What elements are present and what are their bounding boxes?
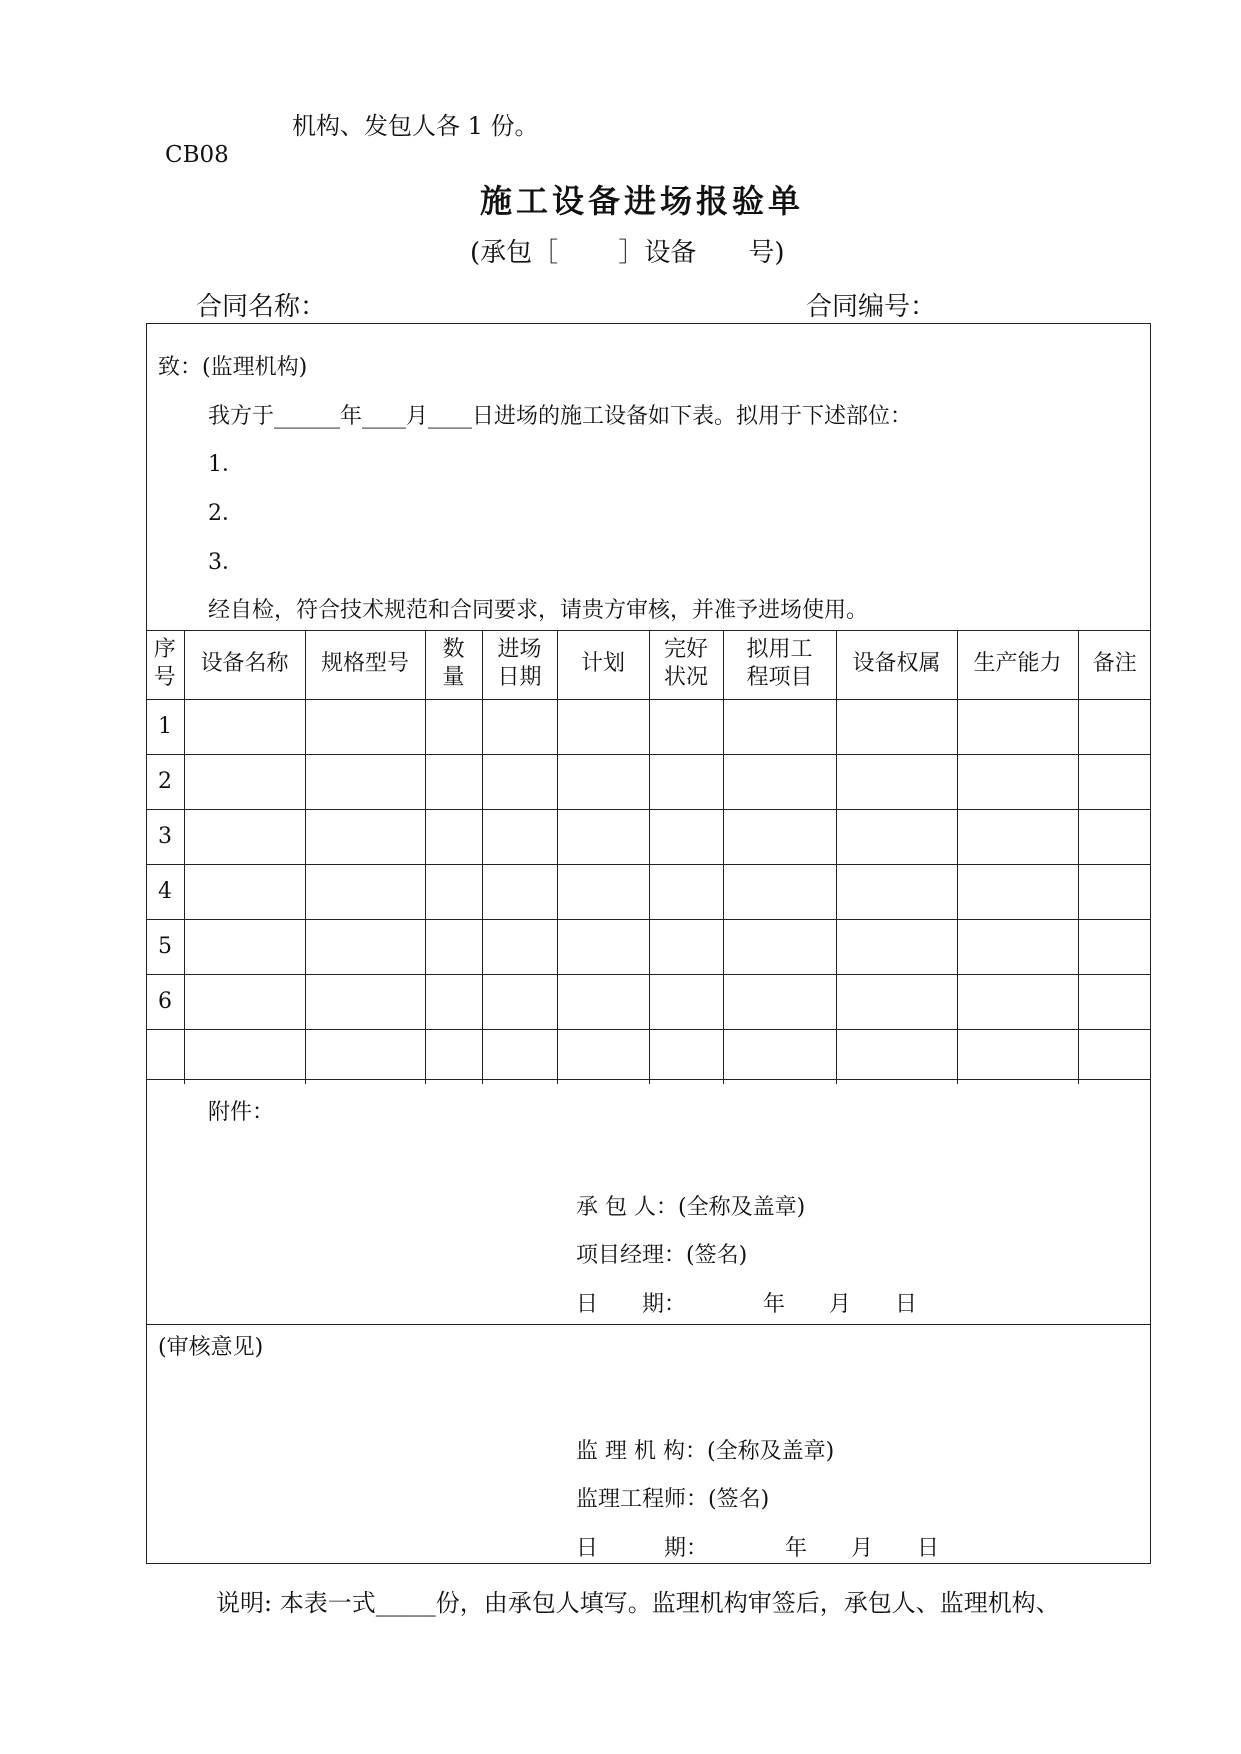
row-number: 5 xyxy=(146,919,184,974)
table-cell[interactable] xyxy=(957,919,1078,974)
table-cell[interactable] xyxy=(305,809,425,864)
header-text: 程项目 xyxy=(746,665,813,691)
table-header-cell xyxy=(957,630,1078,699)
table-header-cell xyxy=(305,630,425,699)
row-number: 3 xyxy=(146,809,184,864)
table-cell[interactable] xyxy=(557,1029,649,1084)
supervisor-org-label: 监 理 机 构：(全称及盖章) xyxy=(576,1439,835,1464)
table-cell[interactable] xyxy=(649,974,723,1029)
table-header-row xyxy=(146,630,1151,699)
table-cell[interactable] xyxy=(184,919,305,974)
table-row xyxy=(146,754,1151,809)
header-text: 进场 xyxy=(497,637,542,663)
table-cell[interactable] xyxy=(482,1029,557,1084)
header-text: 计划 xyxy=(580,651,625,677)
table-cell[interactable] xyxy=(836,974,957,1029)
header-text: 序 xyxy=(153,637,176,663)
table-cell[interactable] xyxy=(836,809,957,864)
table-cell[interactable] xyxy=(1078,864,1151,919)
table-header-cell xyxy=(723,630,836,699)
list-item: 1． xyxy=(208,452,244,477)
table-row xyxy=(146,919,1151,974)
table-cell[interactable] xyxy=(1078,1029,1151,1084)
table-cell[interactable] xyxy=(482,754,557,809)
table-cell[interactable] xyxy=(836,919,957,974)
row-number: 6 xyxy=(146,974,184,1029)
page-title: 施工设备进场报验单 xyxy=(479,182,804,220)
table-cell[interactable] xyxy=(723,754,836,809)
table-header-cell xyxy=(425,630,482,699)
table-cell[interactable] xyxy=(1078,974,1151,1029)
table-cell[interactable] xyxy=(723,919,836,974)
table-header-cell xyxy=(649,630,723,699)
table-cell[interactable] xyxy=(305,699,425,754)
table-cell[interactable] xyxy=(723,864,836,919)
header-text: 设备名称 xyxy=(200,651,289,677)
table-cell[interactable] xyxy=(305,919,425,974)
table-cell[interactable] xyxy=(482,974,557,1029)
table-cell[interactable] xyxy=(425,699,482,754)
table-cell[interactable] xyxy=(557,864,649,919)
table-cell[interactable] xyxy=(723,974,836,1029)
table-cell[interactable] xyxy=(184,974,305,1029)
review-date-label: 日 期： 年 月 日 xyxy=(576,1536,940,1561)
divider-review xyxy=(146,1324,1151,1325)
page-subtitle: (承包［ ］设备 号) xyxy=(470,238,785,268)
table-header-cell xyxy=(1078,630,1151,699)
table-cell[interactable] xyxy=(836,754,957,809)
table-cell[interactable] xyxy=(723,699,836,754)
top-line: 机构、发包人各 1 份。 xyxy=(292,112,539,140)
table-header-cell xyxy=(146,630,184,699)
header-text: 设备权属 xyxy=(852,651,941,677)
table-cell[interactable] xyxy=(649,809,723,864)
header-text: 状况 xyxy=(663,665,708,691)
list-item: 3． xyxy=(208,550,244,575)
table-row xyxy=(146,699,1151,754)
table-cell[interactable] xyxy=(649,1029,723,1084)
footer-note: 说明: 本表一式_____份，由承包人填写。监理机构审签后，承包人、监理机构、 xyxy=(216,1589,1060,1617)
project-manager-label: 项目经理：(签名) xyxy=(576,1243,748,1268)
table-cell[interactable] xyxy=(425,974,482,1029)
table-cell[interactable] xyxy=(649,699,723,754)
contractor-date-label: 日 期： 年 月 日 xyxy=(576,1292,918,1317)
header-text: 量 xyxy=(442,665,465,691)
table-cell[interactable] xyxy=(482,864,557,919)
table-cell[interactable] xyxy=(425,754,482,809)
table-cell[interactable] xyxy=(957,974,1078,1029)
table-cell[interactable] xyxy=(557,919,649,974)
header-text: 完好 xyxy=(663,637,708,663)
table-cell[interactable] xyxy=(1078,754,1151,809)
header-text: 数 xyxy=(442,637,465,663)
table-cell[interactable] xyxy=(482,919,557,974)
table-cell[interactable] xyxy=(482,809,557,864)
table-cell[interactable] xyxy=(184,809,305,864)
header-text: 生产能力 xyxy=(973,651,1062,677)
to-label: 致：(监理机构) xyxy=(158,355,308,380)
contractor-label: 承 包 人：(全称及盖章) xyxy=(576,1195,806,1220)
row-number: 4 xyxy=(146,864,184,919)
contract-name-label: 合同名称： xyxy=(196,292,327,322)
table-cell[interactable] xyxy=(305,754,425,809)
table-cell[interactable] xyxy=(723,1029,836,1084)
table-header-cell xyxy=(184,630,305,699)
table-cell[interactable] xyxy=(305,974,425,1029)
table-cell[interactable] xyxy=(305,1029,425,1084)
equipment-table xyxy=(146,630,1151,1084)
table-cell[interactable] xyxy=(649,754,723,809)
review-label: (审核意见) xyxy=(158,1335,264,1360)
table-cell[interactable] xyxy=(184,1029,305,1084)
table-cell[interactable] xyxy=(425,809,482,864)
row-number: 2 xyxy=(146,754,184,809)
contract-no-label: 合同编号： xyxy=(806,292,937,322)
row-number xyxy=(146,1029,184,1084)
form-code: CB08 xyxy=(165,142,229,168)
table-cell[interactable] xyxy=(557,699,649,754)
table-cell[interactable] xyxy=(425,864,482,919)
table-header-cell xyxy=(836,630,957,699)
table-cell[interactable] xyxy=(1078,919,1151,974)
table-cell[interactable] xyxy=(557,754,649,809)
table-cell[interactable] xyxy=(957,864,1078,919)
statement: 经自检，符合技术规范和合同要求，请贵方审核，并准予进场使用。 xyxy=(208,598,869,623)
header-text: 规格型号 xyxy=(320,651,409,677)
table-cell[interactable] xyxy=(305,864,425,919)
table-cell[interactable] xyxy=(1078,699,1151,754)
table-header-cell xyxy=(482,630,557,699)
table-cell[interactable] xyxy=(836,864,957,919)
table-cell[interactable] xyxy=(649,919,723,974)
table-cell[interactable] xyxy=(836,699,957,754)
table-cell[interactable] xyxy=(425,919,482,974)
table-cell[interactable] xyxy=(836,1029,957,1084)
table-row xyxy=(146,1029,1151,1084)
header-text: 备注 xyxy=(1092,651,1137,677)
table-cell[interactable] xyxy=(723,809,836,864)
header-text: 日期 xyxy=(497,665,542,691)
table-cell[interactable] xyxy=(957,699,1078,754)
table-cell[interactable] xyxy=(1078,809,1151,864)
attachment-label: 附件： xyxy=(208,1100,275,1125)
table-cell[interactable] xyxy=(957,809,1078,864)
table-row xyxy=(146,864,1151,919)
table-cell[interactable] xyxy=(184,699,305,754)
table-cell[interactable] xyxy=(649,864,723,919)
table-cell[interactable] xyxy=(184,754,305,809)
engineer-label: 监理工程师：(签名) xyxy=(576,1487,770,1512)
table-cell[interactable] xyxy=(482,699,557,754)
table-cell[interactable] xyxy=(184,864,305,919)
table-header-cell xyxy=(557,630,649,699)
table-row xyxy=(146,974,1151,1029)
intro-line: 我方于______年____月____日进场的施工设备如下表。拟用于下述部位： xyxy=(208,404,913,429)
table-cell[interactable] xyxy=(557,809,649,864)
row-number: 1 xyxy=(146,699,184,754)
table-row xyxy=(146,809,1151,864)
table-cell[interactable] xyxy=(957,754,1078,809)
header-text: 拟用工 xyxy=(746,637,813,663)
list-item: 2． xyxy=(208,501,244,526)
table-cell[interactable] xyxy=(425,1029,482,1084)
table-cell[interactable] xyxy=(957,1029,1078,1084)
table-cell[interactable] xyxy=(557,974,649,1029)
header-text: 号 xyxy=(153,665,176,691)
